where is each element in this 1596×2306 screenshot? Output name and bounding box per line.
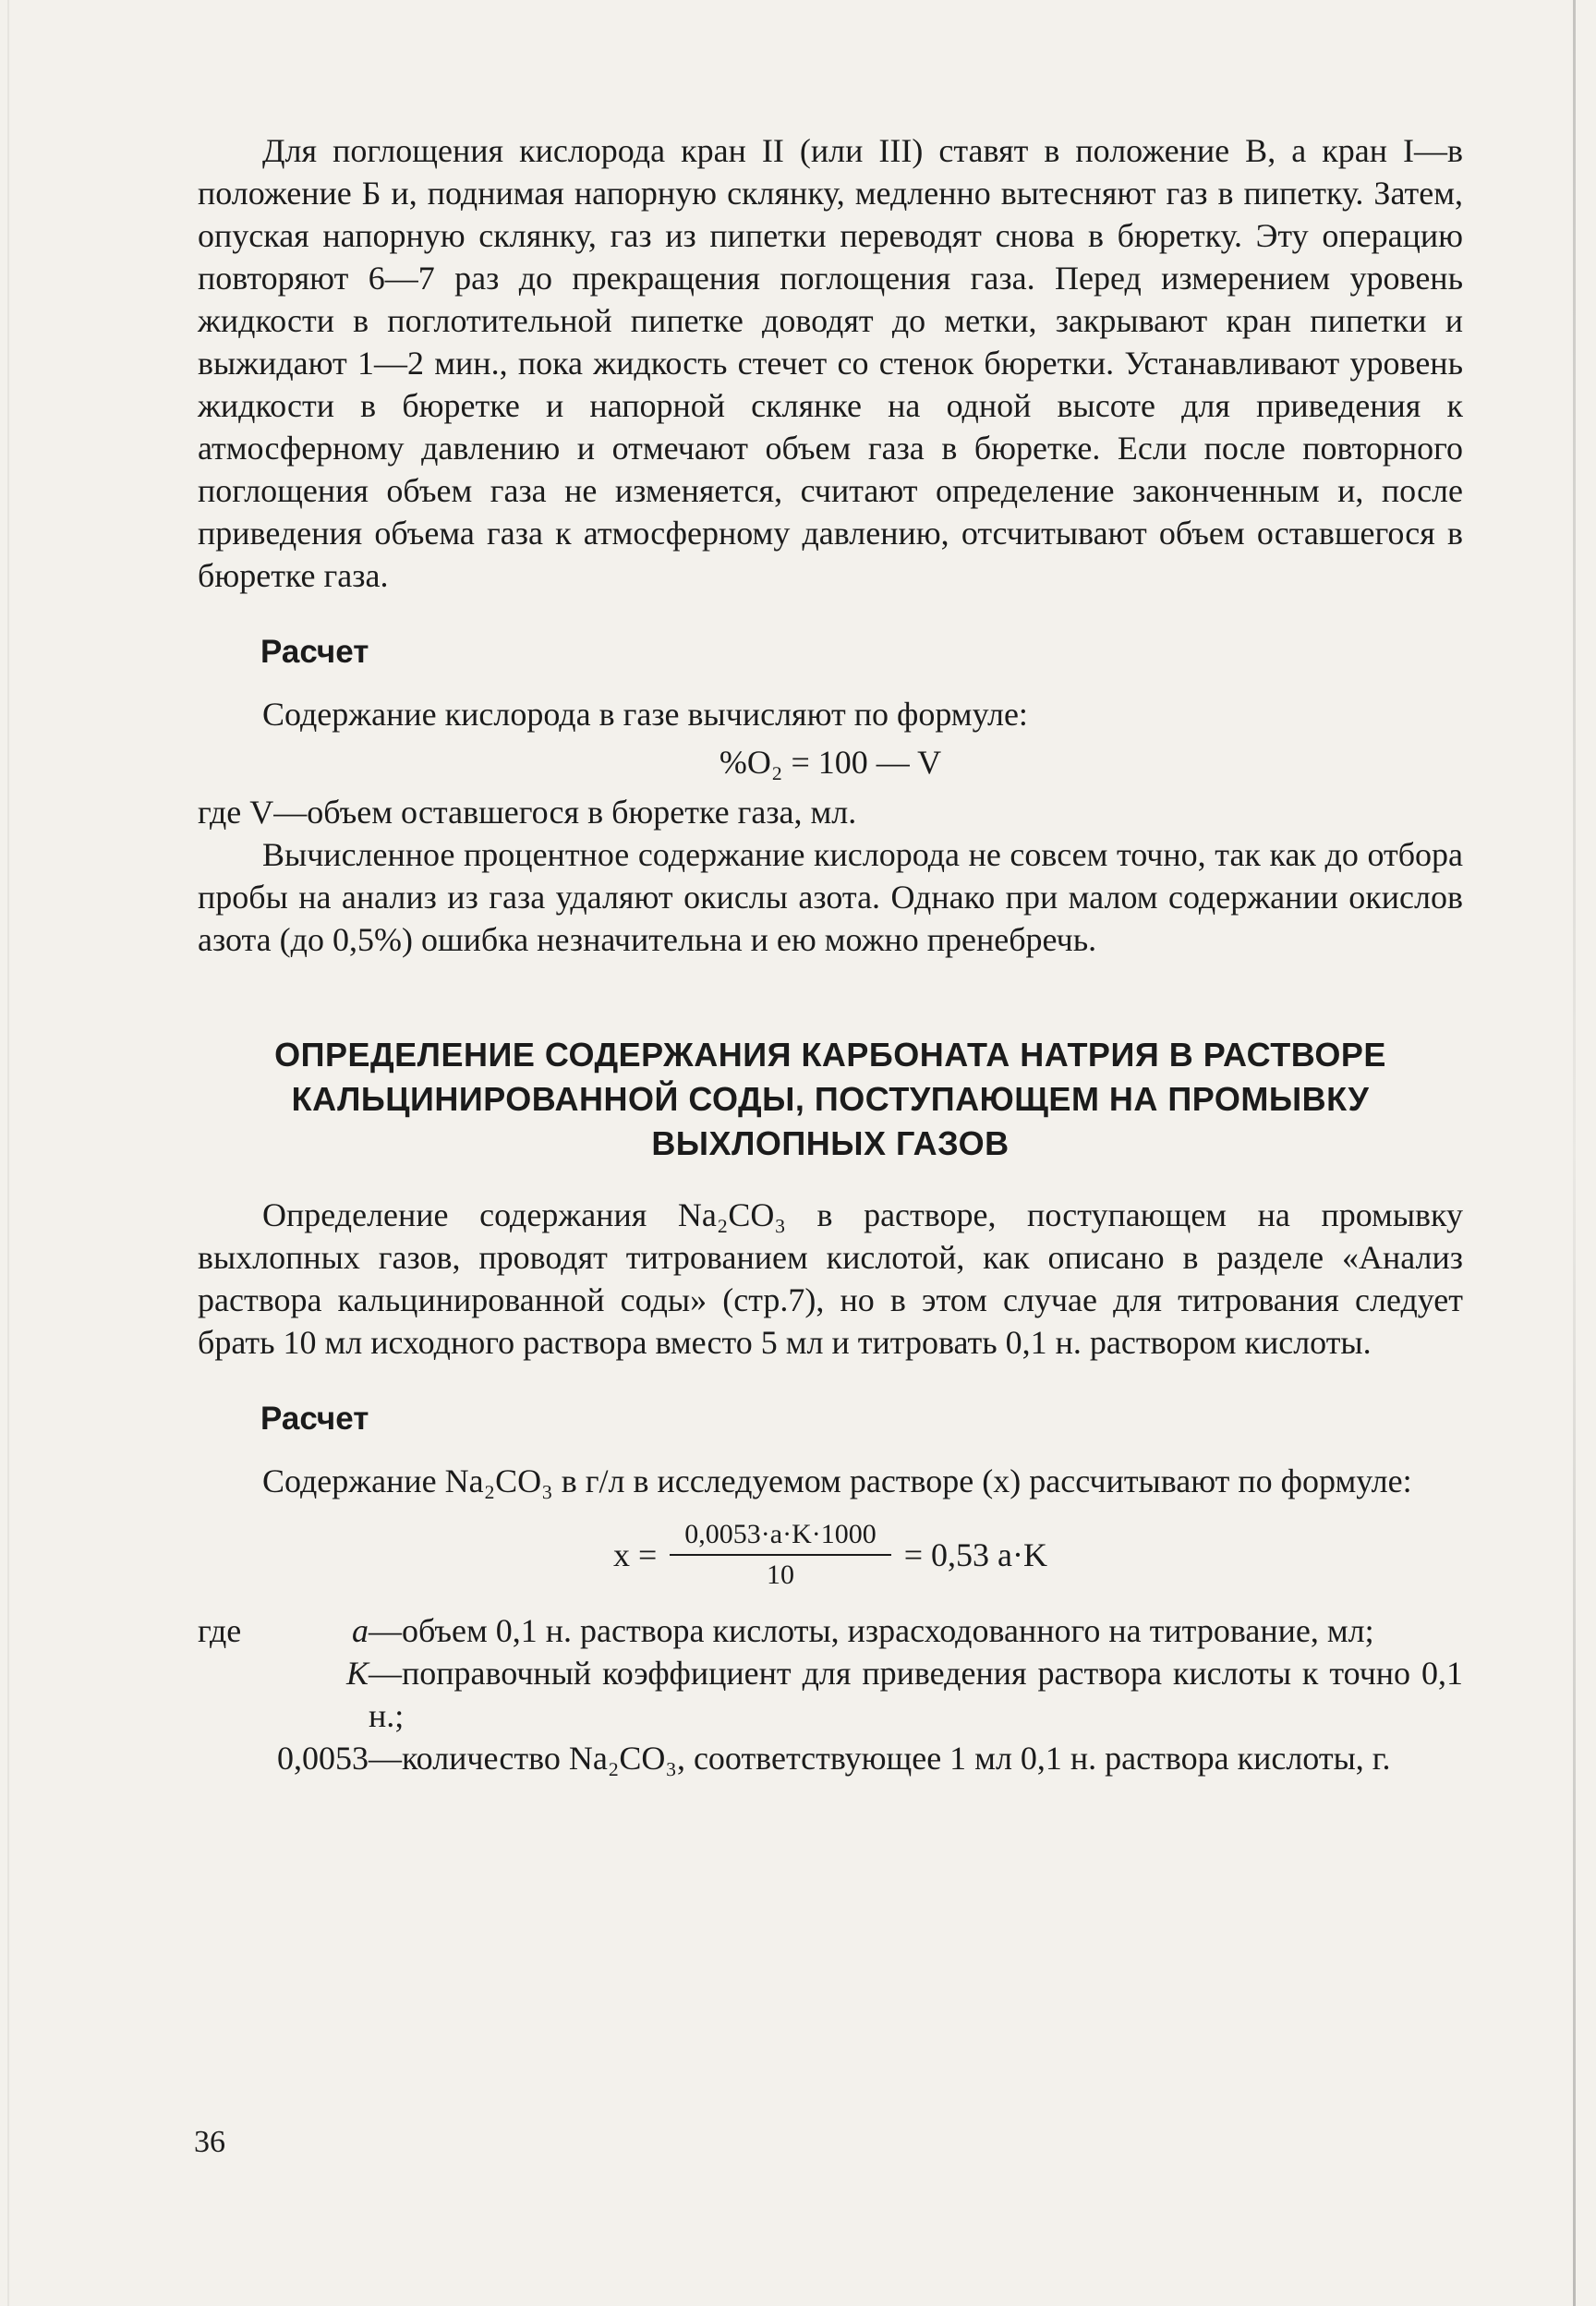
oxygen-formula: %O₂ = 100 — V: [719, 744, 942, 781]
definition-text-k: —поправочный коэффициент для приведения раствора кислоты к точно 0,1 н.;: [369, 1655, 1463, 1734]
page-right-edge: [1573, 0, 1576, 2306]
formula-denominator: 10: [767, 1560, 794, 1590]
page-content: [198, 129, 1463, 1779]
calculation-heading-1: Расчет: [260, 634, 369, 670]
oxygen-formula-intro: Содержание кислорода в газе вычисляют по формуле:: [262, 696, 1028, 733]
definition-row-a: [198, 1609, 1463, 1652]
formula-lhs: x =: [612, 1536, 658, 1573]
paragraph-oxygen-absorption: Для поглощения кислорода кран II (или III) ставят в положение В, а кран I—в положение Б и, поднимая напорную склянку, медленно вытесняют газ в пипетку. Затем, опуская напорную склянку, газ из пипетки переводят снова в бюретку. Эту операцию повторяют 6—7 раз до прекращения поглощения газа. Перед измерением уровень жидкости в поглотительной пипетке доводят до метки, закрывают кран пипетки и выжидают 1—2 мин., пока жидкость стечет со стенок бюретки. Устанавливают уровень жидкости в бюретке и напорной склянке на одной высоте для приведения к атмосферному давлению и отмечают объем газа в бюретке. Если после повторного поглощения объем газа не изменяется, считают определение законченным и, после приведения объема газа к атмосферному давлению, отсчитывают объем оставшегося в бюретке газа.: [198, 132, 1463, 594]
definition-term-k: K: [345, 1655, 369, 1692]
carbonate-formula-intro: Содержание Na₂CO₃ в г/л в исследуемом растворе (x) рассчитывают по формуле:: [262, 1462, 1412, 1499]
formula-fraction: [670, 1519, 890, 1591]
oxygen-formula-where: где V—объем оставшегося в бюретке газа, мл.: [198, 794, 857, 831]
section-title: ОПРЕДЕЛЕНИЕ СОДЕРЖАНИЯ КАРБОНАТА НАТРИЯ В РАСТВОРЕ КАЛЬЦИНИРОВАННОЙ СОДЫ, ПОСТУПАЮЩЕМ НА ПРОМЫВКУ ВЫХЛОПНЫХ ГАЗОВ: [274, 1036, 1386, 1162]
formula-rhs: = 0,53 a·K: [903, 1536, 1048, 1573]
paragraph-accuracy-note: Вычисленное процентное содержание кислорода не совсем точно, так как до отбора пробы на анализ из газа удаляют окислы азота. Однако при малом содержании окислов азота (до 0,5%) ошибка незначительна и ею можно пренебречь.: [198, 836, 1463, 958]
page-number: 36: [194, 2125, 225, 2159]
definition-term-coefficient: 0,0053: [277, 1740, 369, 1777]
definition-row-k: [198, 1652, 1463, 1737]
calculation-heading-2: Расчет: [260, 1401, 369, 1437]
definition-text-coefficient: —количество Na₂CO₃, соответствующее 1 мл 0,1 н. раствора кислоты, г.: [369, 1740, 1391, 1777]
where-word: где: [198, 1612, 242, 1649]
paragraph-sodium-carbonate: Определение содержания Na₂CO₃ в растворе, поступающем на промывку выхлопных газов, проводят титрованием кислотой, как описано в разделе «Анализ раствора кальцинированной соды» (стр.7), но в этом случае для титрования следует брать 10 мл исходного раствора вместо 5 мл и титровать 0,1 н. раствором кислоты.: [198, 1196, 1463, 1361]
page-left-edge: [7, 0, 9, 2306]
formula-numerator: 0,0053·a·K·1000: [670, 1519, 890, 1556]
definition-term-a: a: [352, 1612, 369, 1649]
definitions-list: [198, 1609, 1463, 1779]
carbonate-formula: [198, 1519, 1463, 1591]
definition-row-coefficient: [198, 1737, 1463, 1779]
definition-text-a: —объем 0,1 н. раствора кислоты, израсходованного на титрование, мл;: [369, 1612, 1374, 1649]
